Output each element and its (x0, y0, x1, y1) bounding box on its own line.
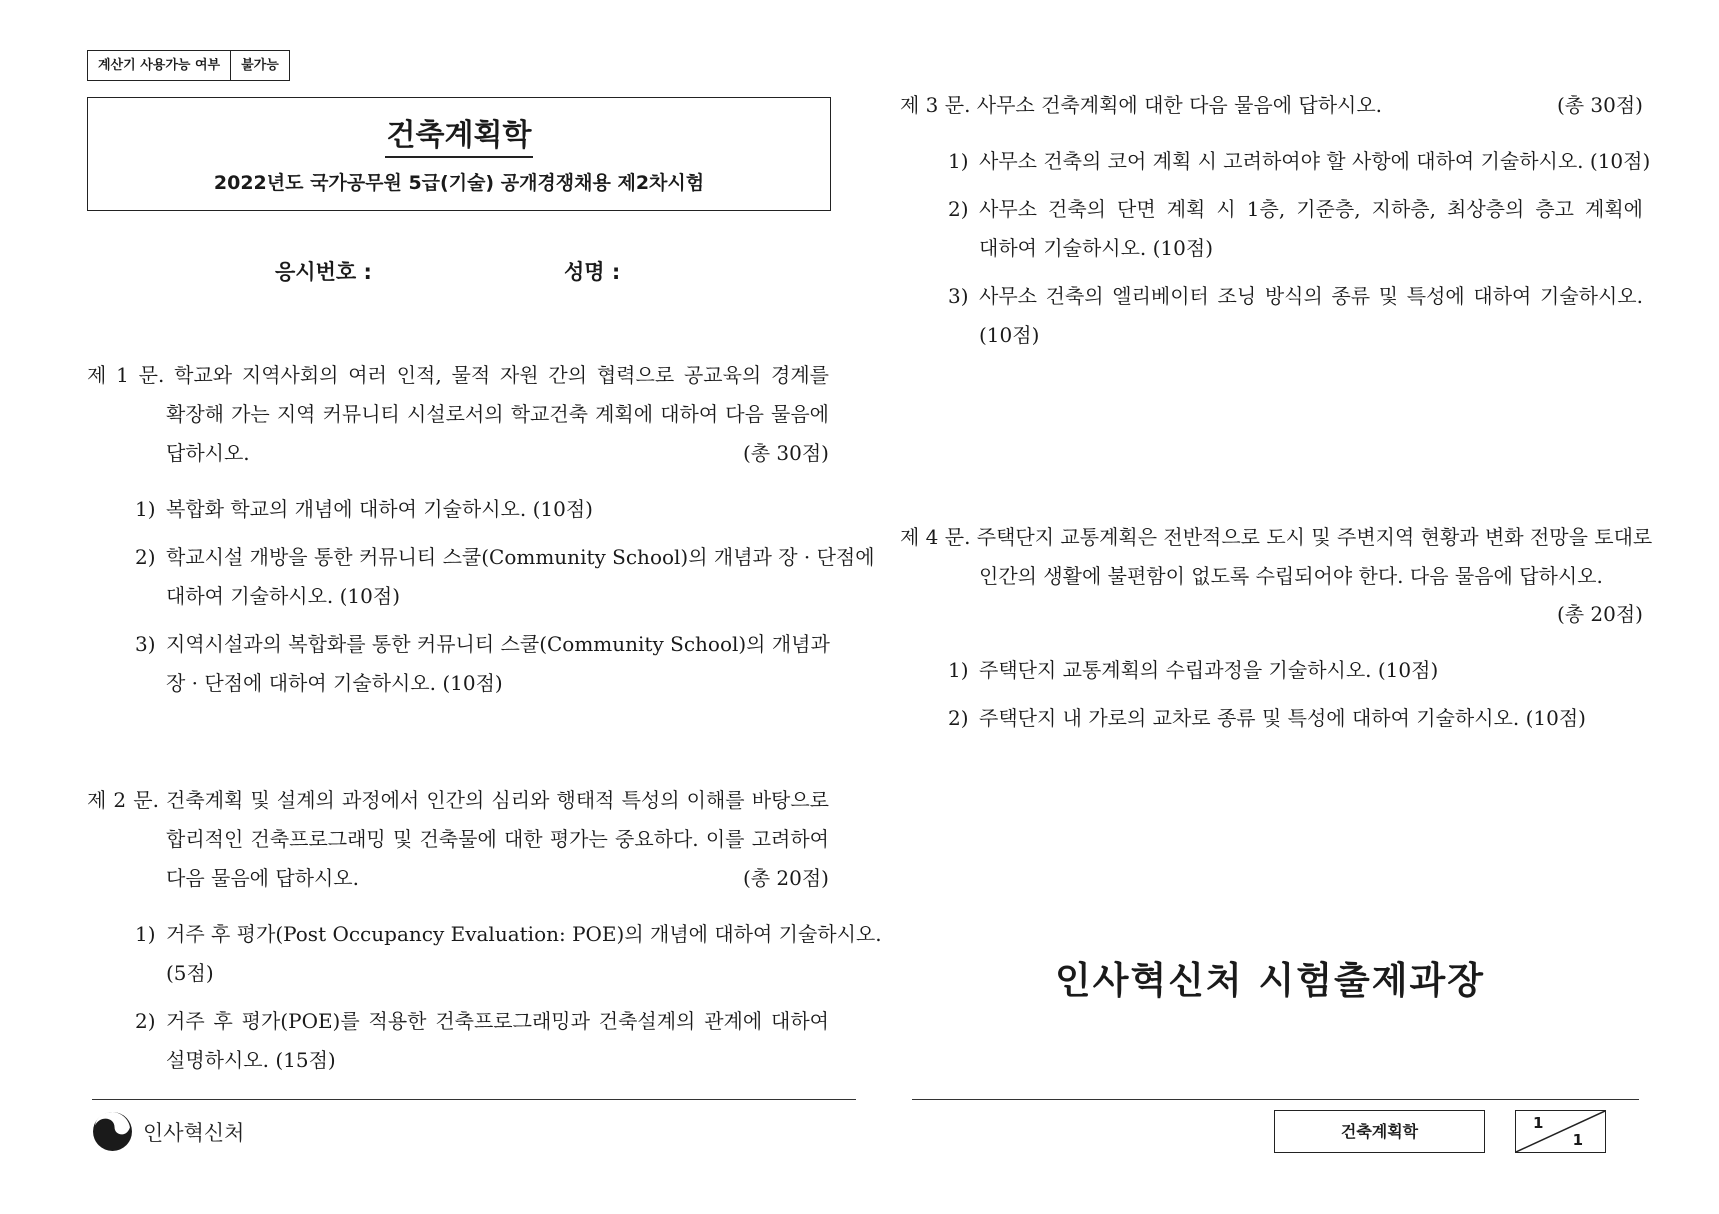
question-total-points: (총 20점) (1556, 602, 1643, 626)
question-text-line: 제 2 문. 건축계획 및 설계의 과정에서 인간의 심리와 행태적 특성의 이해를 바탕으로 (87, 788, 829, 812)
sub-question-number: 2) (135, 545, 156, 569)
question-text-line: 합리적인 건축프로그래밍 및 건축물에 대한 평가는 중요하다. 이를 고려하여 (166, 827, 829, 851)
issuing-department: 인사혁신처 시험출제과장 (1054, 958, 1486, 1002)
calculator-value: 불가능 (230, 51, 289, 80)
page-number-box (1515, 1110, 1606, 1153)
sub-question-text: 설명하시오. (15점) (166, 1048, 336, 1072)
total-pages: 1 (1572, 1131, 1583, 1149)
taegeuk-logo-icon (92, 1111, 133, 1152)
question-total-points: (총 30점) (742, 441, 829, 465)
sub-question-text: 사무소 건축의 엘리베이터 조닝 방식의 종류 및 특성에 대하여 기술하시오. (979, 284, 1643, 308)
sub-question-text: 대하여 기술하시오. (10점) (979, 236, 1214, 260)
sub-question-number: 1) (948, 149, 969, 173)
sub-question-number: 1) (135, 497, 156, 521)
footer-subject-box: 건축계획학 (1274, 1110, 1485, 1153)
calculator-usage-box (87, 50, 290, 81)
subject-title: 건축계획학 (385, 110, 534, 158)
sub-question-text: 주택단지 교통계획의 수립과정을 기술하시오. (10점) (979, 658, 1439, 682)
sub-question-text: 대하여 기술하시오. (10점) (166, 584, 401, 608)
sub-question-text: (5점) (166, 961, 214, 985)
question-total-points: (총 30점) (1556, 93, 1643, 117)
question-text-line: 제 1 문. 학교와 지역사회의 여러 인적, 물적 자원 간의 협력으로 공교육의 경계를 (87, 363, 829, 387)
sub-question-number: 1) (135, 922, 156, 946)
sub-question-number: 2) (135, 1009, 156, 1033)
sub-question-text: 거주 후 평가(POE)를 적용한 건축프로그래밍과 건축설계의 관계에 대하여 (166, 1009, 829, 1033)
exam-name: 2022년도 국가공무원 5급(기술) 공개경쟁채용 제2차시험 (213, 172, 705, 194)
sub-question-text: 장 · 단점에 대하여 기술하시오. (10점) (166, 671, 503, 695)
sub-question-text: 학교시설 개방을 통한 커뮤니티 스쿨(Community School)의 개념과 장 · 단점에 (166, 545, 875, 569)
sub-question-number: 1) (948, 658, 969, 682)
candidate-number-label: 응시번호 : (275, 260, 372, 284)
sub-question-number: 3) (948, 284, 969, 308)
question-total-points: (총 20점) (742, 866, 829, 890)
footer-rule-left (92, 1099, 856, 1100)
question-text-line: 인간의 생활에 불편함이 없도록 수립되어야 한다. 다음 물음에 답하시오. (979, 564, 1603, 588)
sub-question-text: 사무소 건축의 코어 계획 시 고려하여야 할 사항에 대하여 기술하시오. (10점) (979, 149, 1651, 173)
current-page: 1 (1533, 1114, 1544, 1132)
question-text-line: 제 4 문. 주택단지 교통계획은 전반적으로 도시 및 주변지역 현황과 변화 전망을 토대로 (900, 525, 1653, 549)
sub-question-text: 주택단지 내 가로의 교차로 종류 및 특성에 대하여 기술하시오. (10점) (979, 706, 1586, 730)
sub-question-text: 사무소 건축의 단면 계획 시 1층, 기준층, 지하층, 최상층의 층고 계획에 (979, 197, 1643, 221)
sub-question-number: 2) (948, 706, 969, 730)
footer-rule-right (912, 1099, 1639, 1100)
page-divider-line (1516, 1111, 1605, 1152)
footer-logo (92, 1111, 244, 1152)
question-text-line: 답하시오. (166, 441, 250, 465)
sub-question-text: 복합화 학교의 개념에 대하여 기술하시오. (10점) (166, 497, 593, 521)
candidate-name-label: 성명 : (564, 260, 621, 284)
exam-title-box (87, 97, 831, 211)
sub-question-text: 지역시설과의 복합화를 통한 커뮤니티 스쿨(Community School)의 개념과 (166, 632, 830, 656)
question-text-line: 제 3 문. 사무소 건축계획에 대한 다음 물음에 답하시오. (900, 93, 1383, 117)
footer-logo-text: 인사혁신처 (143, 1120, 245, 1145)
sub-question-text: 거주 후 평가(Post Occupancy Evaluation: POE)의 개념에 대하여 기술하시오. (166, 922, 882, 946)
calculator-label: 계산기 사용가능 여부 (98, 58, 221, 73)
question-text-line: 다음 물음에 답하시오. (166, 866, 359, 890)
question-text-line: 확장해 가는 지역 커뮤니티 시설로서의 학교건축 계획에 대하여 다음 물음에 (166, 402, 829, 426)
sub-question-number: 2) (948, 197, 969, 221)
sub-question-number: 3) (135, 632, 156, 656)
sub-question-text: (10점) (979, 323, 1040, 347)
